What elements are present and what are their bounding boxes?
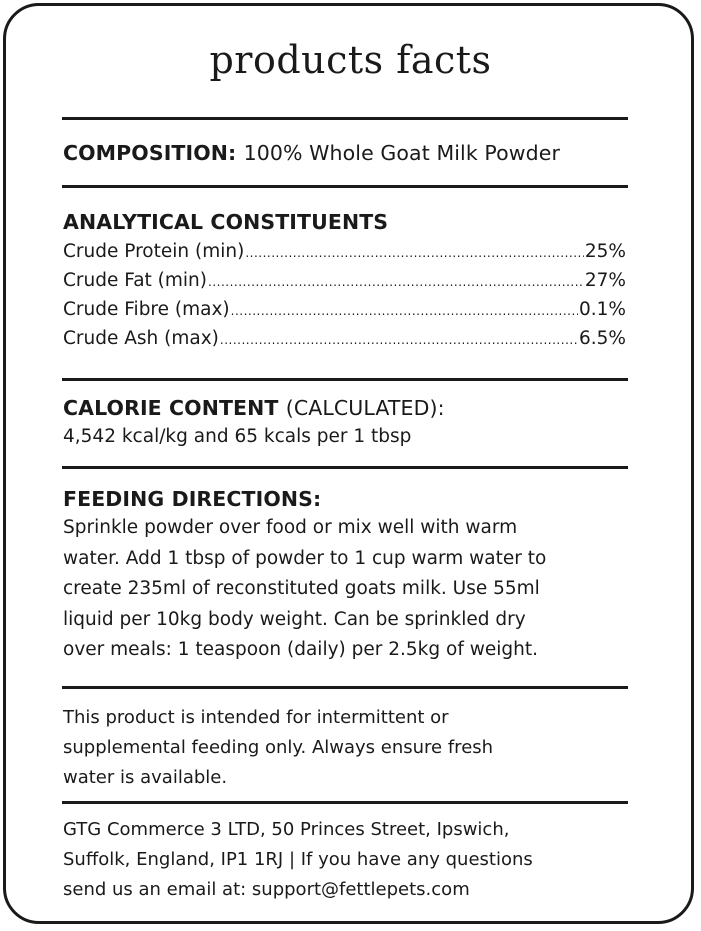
feeding-line: liquid per 10kg body weight. Can be sprinkled dry	[63, 608, 526, 630]
company-section	[63, 815, 629, 905]
calorie-value: 4,542 kcal/kg and 65 kcals per 1 tbsp	[63, 426, 412, 447]
calorie-label: CALORIE CONTENT	[63, 396, 279, 420]
divider	[62, 117, 628, 120]
constituent-value: 27%	[584, 270, 626, 291]
analytical-heading: ANALYTICAL CONSTITUENTS	[63, 210, 389, 234]
dot-leader	[208, 268, 584, 297]
notice-section	[63, 703, 629, 793]
dot-leader	[245, 239, 584, 268]
calorie-label-suffix: (CALCULATED):	[285, 396, 445, 420]
analytical-section	[63, 210, 629, 353]
constituent-row	[63, 324, 626, 353]
divider	[62, 801, 628, 804]
constituent-row	[63, 237, 626, 266]
notice-line: This product is intended for intermittent or	[63, 707, 449, 728]
company-line: GTG Commerce 3 LTD, 50 Princes Street, Ipswich,	[63, 819, 510, 840]
constituent-name: Crude Fibre (max)	[63, 299, 230, 320]
divider	[62, 378, 628, 381]
composition-section	[63, 141, 629, 165]
feeding-line: water. Add 1 tbsp of powder to 1 cup warm water to	[63, 547, 547, 569]
feeding-heading: FEEDING DIRECTIONS:	[63, 487, 322, 511]
feeding-line: over meals: 1 teaspoon (daily) per 2.5kg of weight.	[63, 639, 538, 660]
company-line: send us an email at: support@fettlepets.com	[63, 879, 470, 900]
constituent-value: 25%	[584, 241, 626, 262]
calorie-section	[63, 396, 629, 453]
constituent-value: 0.1%	[579, 299, 626, 320]
constituent-name: Crude Protein (min)	[63, 241, 245, 262]
constituent-name: Crude Ash (max)	[63, 328, 219, 349]
constituent-row	[63, 295, 626, 324]
dot-leader	[231, 297, 578, 326]
constituent-value: 6.5%	[579, 328, 626, 349]
feeding-section	[63, 487, 629, 666]
feeding-line: create 235ml of reconstituted goats milk. Use 55ml	[63, 578, 540, 599]
constituent-row	[63, 266, 626, 295]
feeding-line: Sprinkle powder over food or mix well with warm	[63, 517, 518, 538]
notice-line: water is available.	[63, 767, 228, 788]
composition-label: COMPOSITION:	[63, 141, 237, 165]
composition-value: 100% Whole Goat Milk Powder	[243, 141, 561, 165]
notice-line: supplemental feeding only. Always ensure fresh	[63, 737, 494, 758]
divider	[62, 686, 628, 689]
company-line: Suffolk, England, IP1 1RJ | If you have any questions	[63, 849, 533, 870]
divider	[62, 185, 628, 188]
constituent-name: Crude Fat (min)	[63, 270, 207, 291]
dot-leader	[220, 326, 578, 355]
divider	[62, 466, 628, 469]
page-title: products facts	[209, 38, 492, 82]
